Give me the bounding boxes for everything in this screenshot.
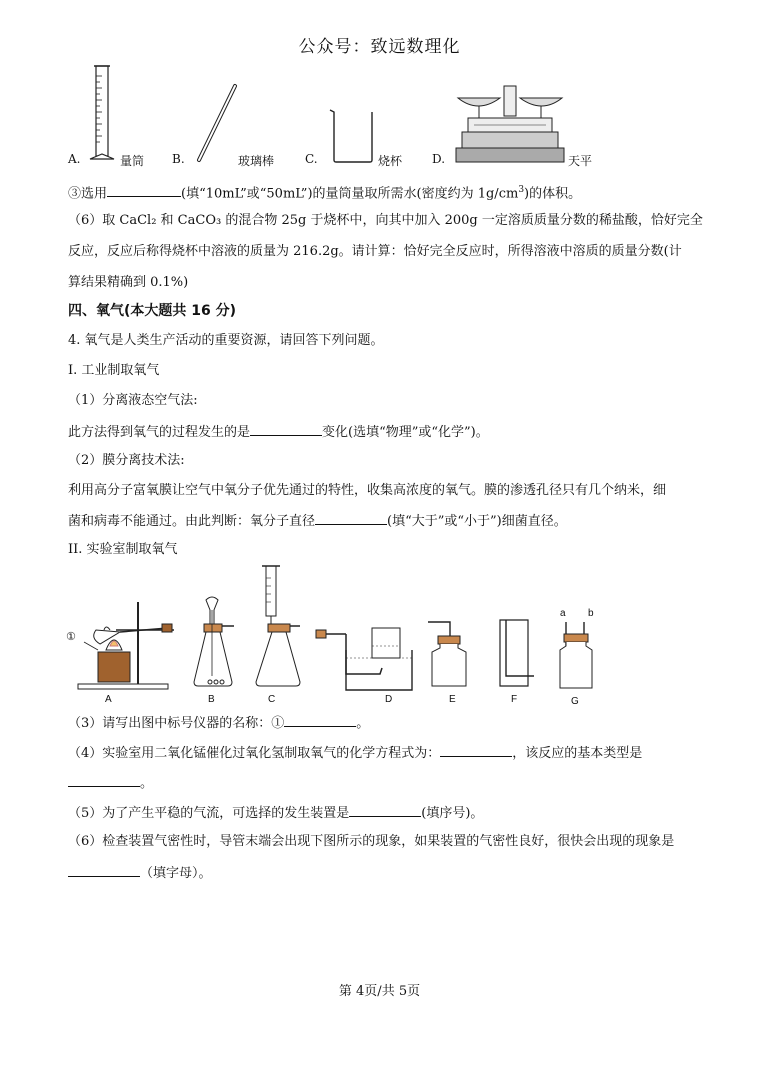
instrument-a-name: 量筒	[120, 154, 145, 168]
instrument-c-name: 烧杯	[378, 154, 403, 168]
answer-blank[interactable]	[68, 774, 140, 787]
q4-suffix: 。	[140, 776, 154, 791]
instrument-b-letter: B.	[172, 152, 185, 166]
part1-title: I. 工业制取氧气	[68, 363, 160, 378]
prev-q6-line-1: （6）取 CaCl₂ 和 CaCO₃ 的混合物 25g 于烧杯中，向其中加入 200g 一定溶质质量分数的稀盐酸，恰好完全	[68, 213, 703, 228]
apparatus-label-a: A	[105, 694, 112, 705]
sub2-line-2	[68, 512, 567, 530]
answer-blank[interactable]	[349, 804, 421, 817]
sub1-title: （1）分离液态空气法:	[68, 393, 198, 408]
prev-q6-line-2: 反应，反应后称得烧杯中溶液的质量为 216.2g。请计算：恰好完全反应时，所得溶液中溶质的质量分数(计	[68, 244, 682, 259]
sub2-title: （2）膜分离技术法:	[68, 453, 185, 468]
apparatus-label-f: F	[511, 694, 518, 705]
instrument-d-letter: D.	[432, 152, 446, 166]
sub1-suffix: 变化(选填“物理”或“化学”)。	[322, 425, 489, 440]
apparatus-label-d: D	[385, 694, 393, 705]
apparatus-label-c: C	[268, 694, 276, 705]
answer-blank[interactable]	[107, 184, 181, 197]
q5-prefix: （5）为了产生平稳的气流，可选择的发生装置是	[68, 806, 350, 821]
graduated-cylinder-figure	[88, 62, 120, 162]
instrument-d-name: 天平	[568, 154, 593, 168]
answer-blank[interactable]	[315, 512, 387, 525]
apparatus-f-figure	[492, 616, 536, 692]
apparatus-label-g: G	[571, 696, 579, 707]
g-port-a: a	[560, 608, 566, 619]
apparatus-g-figure	[556, 618, 596, 692]
answer-blank[interactable]	[250, 423, 322, 436]
q5-3-suffix-a: (填“10mL”或“50mL”)的量筒量取所需水(密度约为 1g/cm	[181, 186, 519, 202]
q6-suffix: （填字母）。	[140, 866, 212, 881]
sub2-suffix: (填“大于”或“小于”)细菌直径。	[387, 514, 567, 529]
page-header: 公众号：致远数理化	[298, 37, 461, 57]
q4-line	[68, 744, 642, 762]
sub1-prefix: 此方法得到氧气的过程发生的是	[68, 425, 251, 440]
apparatus-label-e: E	[449, 694, 456, 705]
sub2-prefix: 菌和病毒不能通过。由此判断：氧分子直径	[68, 514, 316, 529]
q3-prefix: （3）请写出图中标号仪器的名称：①	[68, 716, 285, 731]
balance-figure	[454, 84, 566, 166]
q5-3-line	[68, 182, 581, 202]
g-port-b: b	[588, 608, 594, 619]
answer-blank[interactable]	[284, 714, 356, 727]
q6-line-1: （6）检查装置气密性时，导管末端会出现下图所示的现象，如果装置的气密性良好，很快会出现的现象是	[68, 834, 675, 849]
beaker-figure	[328, 108, 378, 164]
q4-prefix: （4）实验室用二氧化锰催化过氧化氢制取氧气的化学方程式为：	[68, 746, 441, 761]
apparatus-b-figure	[190, 596, 236, 692]
apparatus-e-figure	[424, 616, 472, 692]
q6-line-2	[68, 864, 212, 882]
q4-intro: 4. 氧气是人类生产活动的重要资源，请回答下列问题。	[68, 333, 384, 348]
apparatus-c-figure	[252, 562, 304, 692]
part2-title: II. 实验室制取氧气	[68, 542, 178, 557]
glass-rod-figure	[195, 84, 240, 164]
section-title: 四、氧气(本大题共 16 分)	[68, 303, 237, 319]
apparatus-d-figure	[316, 624, 412, 692]
sub2-line-1: 利用高分子富氧膜让空气中氧分子优先通过的特性，收集高浓度的氧气。膜的渗透孔径只有几个纳米，细	[68, 483, 667, 498]
q5-suffix: (填序号)。	[421, 806, 484, 821]
answer-blank[interactable]	[440, 744, 512, 757]
sub1-question	[68, 423, 489, 441]
q4-middle: ，该反应的基本类型是	[512, 746, 643, 761]
apparatus-a-figure	[76, 600, 186, 692]
q5-3-suffix-b: )的体积。	[524, 186, 582, 202]
instrument-c-letter: C.	[305, 152, 318, 166]
page-footer: 第 4页/共 5页	[338, 984, 421, 999]
answer-blank[interactable]	[68, 864, 140, 877]
q3-line	[68, 714, 369, 732]
superscript: 3	[518, 185, 525, 195]
q5-line	[68, 804, 483, 822]
instrument-b-name: 玻璃棒	[238, 154, 275, 168]
q3-suffix: 。	[356, 716, 370, 731]
marker-1: ①	[66, 631, 76, 643]
apparatus-label-b: B	[208, 694, 215, 705]
q4-line-2	[68, 774, 153, 792]
instrument-a-letter: A.	[68, 152, 81, 166]
q5-3-prefix: ③选用	[68, 186, 108, 202]
prev-q6-line-3: 算结果精确到 0.1%)	[68, 275, 189, 290]
